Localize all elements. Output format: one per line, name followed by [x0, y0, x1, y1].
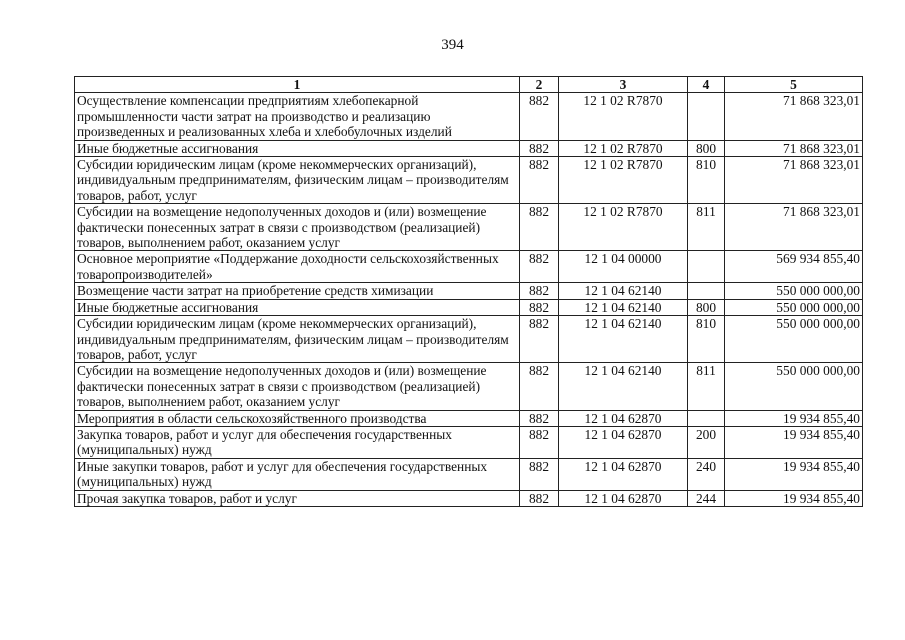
cell-ministry-code: 882	[520, 283, 559, 299]
header-col-5: 5	[725, 77, 863, 93]
cell-amount: 71 868 323,01	[725, 157, 863, 204]
cell-name: Иные закупки товаров, работ и услуг для обеспечения государственных (муниципальных) нужд	[75, 458, 520, 490]
cell-target-code: 12 1 02 R7870	[559, 204, 688, 251]
cell-amount: 19 934 855,40	[725, 490, 863, 506]
cell-expense-type: 811	[688, 204, 725, 251]
cell-expense-type: 800	[688, 299, 725, 315]
cell-expense-type: 240	[688, 458, 725, 490]
table-body	[75, 93, 863, 507]
cell-name: Иные бюджетные ассигнования	[75, 299, 520, 315]
cell-ministry-code: 882	[520, 316, 559, 363]
cell-amount: 550 000 000,00	[725, 299, 863, 315]
table-row	[75, 316, 863, 363]
cell-amount: 19 934 855,40	[725, 410, 863, 426]
cell-amount: 550 000 000,00	[725, 316, 863, 363]
table-row	[75, 426, 863, 458]
cell-name: Закупка товаров, работ и услуг для обеспечения государственных (муниципальных) нужд	[75, 426, 520, 458]
cell-expense-type: 244	[688, 490, 725, 506]
cell-expense-type: 810	[688, 157, 725, 204]
cell-ministry-code: 882	[520, 458, 559, 490]
cell-ministry-code: 882	[520, 490, 559, 506]
cell-name: Возмещение части затрат на приобретение средств химизации	[75, 283, 520, 299]
page-number: 394	[441, 37, 464, 53]
cell-target-code: 12 1 02 R7870	[559, 157, 688, 204]
cell-ministry-code: 882	[520, 363, 559, 410]
cell-name: Субсидии на возмещение недополученных доходов и (или) возмещение фактически понесенных затрат в связи с производством (реализацией) товаров, выполнением работ, оказанием услуг	[75, 363, 520, 410]
cell-target-code: 12 1 04 62870	[559, 410, 688, 426]
table-row	[75, 299, 863, 315]
cell-ministry-code: 882	[520, 157, 559, 204]
cell-target-code: 12 1 02 R7870	[559, 93, 688, 140]
cell-target-code: 12 1 04 62870	[559, 458, 688, 490]
table-row	[75, 251, 863, 283]
header-col-2: 2	[520, 77, 559, 93]
cell-target-code: 12 1 04 62140	[559, 299, 688, 315]
cell-target-code: 12 1 04 62140	[559, 363, 688, 410]
cell-expense-type: 810	[688, 316, 725, 363]
cell-name: Основное мероприятие «Поддержание доходности сельскохозяйственных товаропроизводителей»	[75, 251, 520, 283]
table-row	[75, 140, 863, 156]
cell-ministry-code: 882	[520, 410, 559, 426]
cell-ministry-code: 882	[520, 299, 559, 315]
cell-amount: 71 868 323,01	[725, 140, 863, 156]
cell-amount: 19 934 855,40	[725, 458, 863, 490]
cell-name: Иные бюджетные ассигнования	[75, 140, 520, 156]
cell-amount: 71 868 323,01	[725, 93, 863, 140]
header-col-4: 4	[688, 77, 725, 93]
cell-ministry-code: 882	[520, 251, 559, 283]
cell-expense-type: 800	[688, 140, 725, 156]
cell-ministry-code: 882	[520, 140, 559, 156]
cell-amount: 550 000 000,00	[725, 363, 863, 410]
table-row	[75, 204, 863, 251]
cell-target-code: 12 1 04 62870	[559, 426, 688, 458]
header-col-3: 3	[559, 77, 688, 93]
cell-target-code: 12 1 04 00000	[559, 251, 688, 283]
table-row	[75, 458, 863, 490]
cell-expense-type	[688, 283, 725, 299]
cell-name: Прочая закупка товаров, работ и услуг	[75, 490, 520, 506]
table-header-row	[75, 77, 863, 93]
cell-target-code: 12 1 02 R7870	[559, 140, 688, 156]
cell-expense-type	[688, 251, 725, 283]
table-row	[75, 410, 863, 426]
cell-ministry-code: 882	[520, 426, 559, 458]
cell-amount: 71 868 323,01	[725, 204, 863, 251]
cell-expense-type: 811	[688, 363, 725, 410]
table-row	[75, 363, 863, 410]
cell-target-code: 12 1 04 62870	[559, 490, 688, 506]
cell-name: Субсидии юридическим лицам (кроме некоммерческих организаций), индивидуальным предпринимателям, физическим лицам – производителям товаров, работ, услуг	[75, 157, 520, 204]
cell-expense-type	[688, 93, 725, 140]
budget-table	[74, 76, 863, 507]
table-row	[75, 283, 863, 299]
cell-amount: 19 934 855,40	[725, 426, 863, 458]
cell-name: Мероприятия в области сельскохозяйственного производства	[75, 410, 520, 426]
cell-ministry-code: 882	[520, 204, 559, 251]
cell-amount: 569 934 855,40	[725, 251, 863, 283]
cell-target-code: 12 1 04 62140	[559, 283, 688, 299]
table-row	[75, 490, 863, 506]
cell-name: Субсидии юридическим лицам (кроме некоммерческих организаций), индивидуальным предпринимателям, физическим лицам – производителям товаров, работ, услуг	[75, 316, 520, 363]
table-row	[75, 93, 863, 140]
cell-target-code: 12 1 04 62140	[559, 316, 688, 363]
cell-name: Осуществление компенсации предприятиям хлебопекарной промышленности части затрат на производство и реализацию произведенных и реализованных хлеба и хлебобулочных изделий	[75, 93, 520, 140]
cell-amount: 550 000 000,00	[725, 283, 863, 299]
cell-name: Субсидии на возмещение недополученных доходов и (или) возмещение фактически понесенных затрат в связи с производством (реализацией) товаров, выполнением работ, оказанием услуг	[75, 204, 520, 251]
header-col-1: 1	[75, 77, 520, 93]
cell-expense-type: 200	[688, 426, 725, 458]
table-row	[75, 157, 863, 204]
cell-ministry-code: 882	[520, 93, 559, 140]
cell-expense-type	[688, 410, 725, 426]
